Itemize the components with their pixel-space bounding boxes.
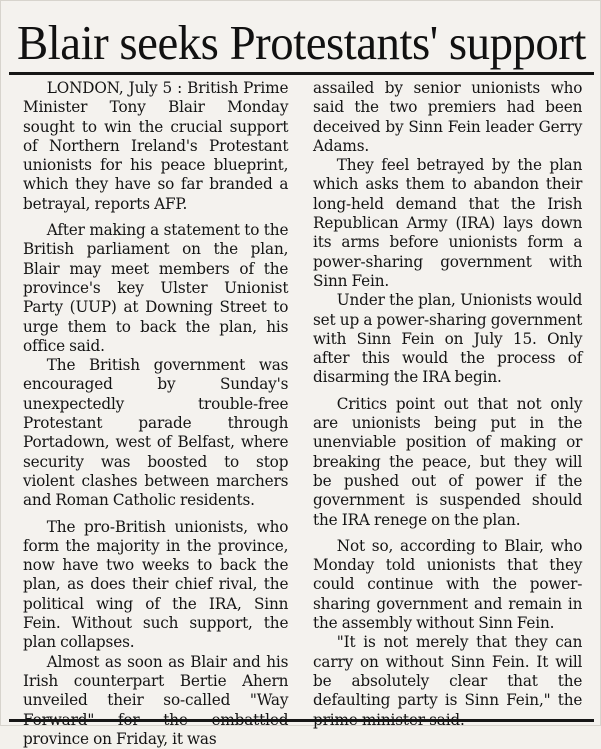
bottom-rule xyxy=(9,719,594,722)
paragraph: The British government was encouraged by Sunday's unexpectedly trouble-free Protestant parade through Portadown, west of Belfast, where security was boosted to stop violent clashes between marchers and Roman Catholic residents. xyxy=(23,356,289,510)
headline: Blair seeks Protestants' support xyxy=(17,15,586,70)
paragraph: They feel betrayed by the plan which asks them to abandon their long-held demand that the Irish Republican Army (IRA) lays down its arms before unionists form a power-sharing government with Sinn Fein. xyxy=(313,156,583,290)
paragraph: The pro-British unionists, who form the majority in the province, now have two weeks to back the plan, as does their chief rival, the political wing of the IRA, Sinn Fein. Without such support, the plan collapses. xyxy=(23,517,289,652)
paragraph-quote: "It is not merely that they can carry on without Sinn Fein. It will be absolutely clear that the defaulting party is Sinn Fein," the prime minister said. xyxy=(313,633,583,729)
paragraph-dateline: LONDON, July 5 : British Prime Minister Tony Blair Monday sought to win the crucial support of Northern Ireland's Protestant unionists for his peace blueprint, which they have so far branded a betrayal, reports AFP. xyxy=(23,79,289,213)
paragraph: Under the plan, Unionists would set up a power-sharing government with Sinn Fein on July 15. Only after this would the process of disarming the IRA begin. xyxy=(313,291,583,387)
right-column xyxy=(313,79,582,730)
paragraph: Not so, according to Blair, who Monday told unionists that they could continue with the power-sharing government and remain in the assembly without Sinn Fein. xyxy=(313,536,583,633)
paragraph: Almost as soon as Blair and his Irish counterpart Bertie Ahern unveiled their so-called "Way Forward" for the embattled province on Friday, it was xyxy=(23,652,289,748)
paragraph: After making a statement to the British parliament on the plan, Blair may meet members of the province's key Ulster Unionist Party (UUP) at Downing Street to urge them to back the plan, his office said. xyxy=(23,221,289,355)
paragraph: Critics point out that not only are unionists being put in the unenviable position of making or breaking the peace, but they will be pushed out of power if the government is suspended should the IRA renege on the plan. xyxy=(313,394,583,529)
left-column xyxy=(23,79,288,749)
headline-rule xyxy=(9,72,594,75)
paragraph-continued: assailed by senior unionists who said the two premiers had been deceived by Sinn Fein leader Gerry Adams. xyxy=(313,79,583,155)
